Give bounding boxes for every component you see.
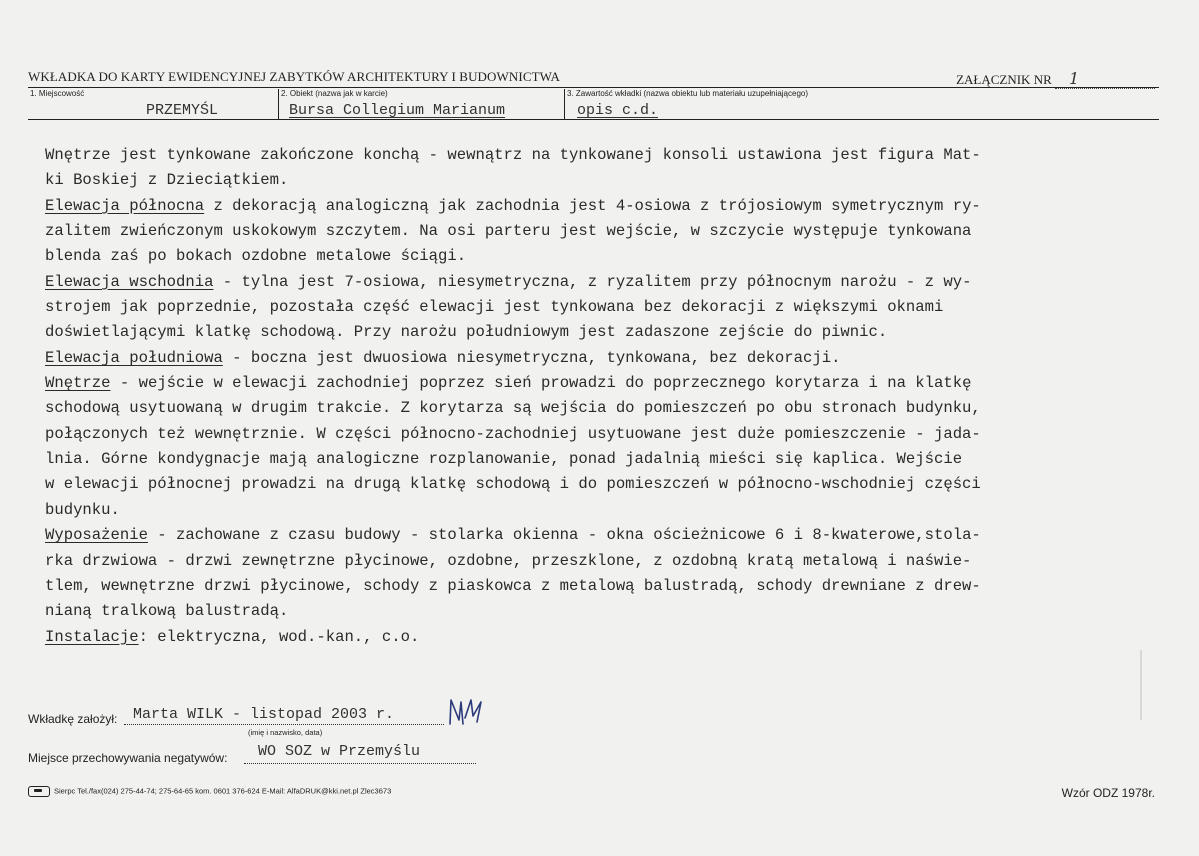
text-fragment: - boczna jest dwuosiowa niesymetryczna, tynkowana, bez dekoracji. <box>222 348 841 367</box>
printer-imprint <box>28 786 391 797</box>
storage-label: Miejsce przechowywania negatywów: <box>28 751 228 765</box>
text-fragment: - zachowane z czasu budowy - stolarka okienna - okna ościeżnicowe 6 i 8-kwaterowe,stola- <box>147 526 981 545</box>
header-rule <box>28 87 1159 88</box>
text-line: budynku. <box>45 500 120 519</box>
annex-number-value: 1 <box>1069 69 1080 88</box>
locality-cell <box>28 89 276 119</box>
section-heading: Instalacje <box>45 627 139 646</box>
section-heading: Wyposażenie <box>45 526 148 545</box>
printer-logo-icon <box>28 786 50 797</box>
form-title: WKŁADKA DO KARTY EWIDENCYJNEJ ZABYTKÓW ARCHITEKTURY I BUDOWNICTWA <box>28 69 561 84</box>
text-fragment: z dekoracją analogiczną jak zachodnia jest 4-osiowa z trójosiowym symetrycznym ry- <box>204 196 981 215</box>
text-line: zalitem zwieńczonym uskokowym szczytem. Na osi parteru jest wejście, w szczycie występuje tynkowana <box>45 222 972 241</box>
text-line: blenda zaś po bokach ozdobne metalowe ściągi. <box>45 247 467 266</box>
founded-by-value: Marta WILK - listopad 2003 r. <box>133 706 395 723</box>
founded-by-field-line <box>124 724 444 725</box>
printer-imprint-text: Sierpc Tel./fax(024) 275-44-74; 275-64-65 kom. 0601 376-624 E-Mail: AlfaDRUK@kki.net.pl Zlec3673 <box>54 786 392 796</box>
text-line: rka drzwiowa - drzwi zewnętrzne płycinowe, ozdobne, przeszklone, z ozdobną kratą metalową i naświe- <box>45 551 972 570</box>
locality-label: 1. Miejscowość <box>30 89 85 98</box>
text-line: doświetlającymi klatkę schodową. Przy narożu południowym jest zadaszone zejście do piwnic. <box>45 323 888 342</box>
text-line <box>45 270 1155 295</box>
text-fragment: : elektryczna, wod.-kan., c.o. <box>138 627 420 646</box>
text-line <box>45 194 1155 219</box>
text-line: strojem jak poprzednie, pozostała część elewacji jest tynkowana bez dekoracji z większymi oknami <box>45 298 944 317</box>
storage-field-line <box>244 763 476 764</box>
description-text <box>45 143 1155 650</box>
object-value: Bursa Collegium Marianum <box>289 102 506 119</box>
annex-number <box>956 69 1155 89</box>
text-line <box>45 523 1155 548</box>
signature-mark <box>447 694 487 730</box>
text-line <box>45 371 1155 396</box>
text-line: tlem, wewnętrzne drzwi płycinowe, schody z piaskowca z metalową balustradą, schody drewniane z drew- <box>45 576 981 595</box>
text-line: Wnętrze jest tynkowane zakończone konchą - wewnątrz na tynkowanej konsoli ustawiona jest figura Mat- <box>45 146 981 164</box>
object-label: 2. Obiekt (nazwa jak w karcie) <box>281 89 388 98</box>
text-line: w elewacji północnej prowadzi na drugą klatkę schodową i do pomieszczeń w północno-wschodniej części <box>45 475 981 494</box>
founded-by-label: Wkładkę założył: <box>28 712 118 726</box>
locality-value: PRZEMYŚL <box>146 102 219 119</box>
content-cell <box>564 89 1160 119</box>
form-pattern-code: Wzór ODZ 1978r. <box>1061 786 1155 800</box>
text-line <box>45 346 1155 371</box>
scan-edge-mark <box>1140 650 1142 720</box>
text-fragment: - wejście w elewacji zachodniej poprzez sień prowadzi do poprzecznego korytarza i na klatkę <box>110 374 972 393</box>
section-heading: Elewacja południowa <box>45 348 223 367</box>
text-line <box>45 625 1155 650</box>
object-cell <box>278 89 563 119</box>
text-line: nianą tralkową balustradą. <box>45 602 289 621</box>
annex-label: ZAŁĄCZNIK NR <box>956 72 1052 87</box>
storage-value: WO SOZ w Przemyślu <box>258 743 421 760</box>
section-heading: Elewacja wschodnia <box>45 272 214 291</box>
text-fragment: - tylna jest 7-osiowa, niesymetryczna, z ryzalitem przy północnym narożu - z wy- <box>213 272 972 291</box>
text-line: ki Boskiej z Dzieciątkiem. <box>45 171 289 190</box>
content-label: 3. Zawartość wkładki (nazwa obiektu lub materiału uzupełniającego) <box>567 89 809 98</box>
text-line: lnia. Górne kondygnacje mają analogiczne rozplanowanie, ponad jadalnią mieści się kaplica. Wejście <box>45 450 963 469</box>
founded-by-hint: (imię i nazwisko, data) <box>248 728 323 737</box>
annex-number-field <box>1055 69 1155 89</box>
section-heading: Elewacja północna <box>45 196 205 215</box>
content-value: opis c.d. <box>577 102 659 119</box>
text-line: połączonych też wewnętrznie. W części północno-zachodniej usytuowane jest duże pomieszczenie - jada- <box>45 424 981 443</box>
text-line: schodową usytuowaną w drugim trakcie. Z korytarza są wejścia do pomieszczeń po obu stronach budynku, <box>45 399 981 418</box>
fields-rule <box>28 119 1159 120</box>
section-heading: Wnętrze <box>45 374 111 393</box>
